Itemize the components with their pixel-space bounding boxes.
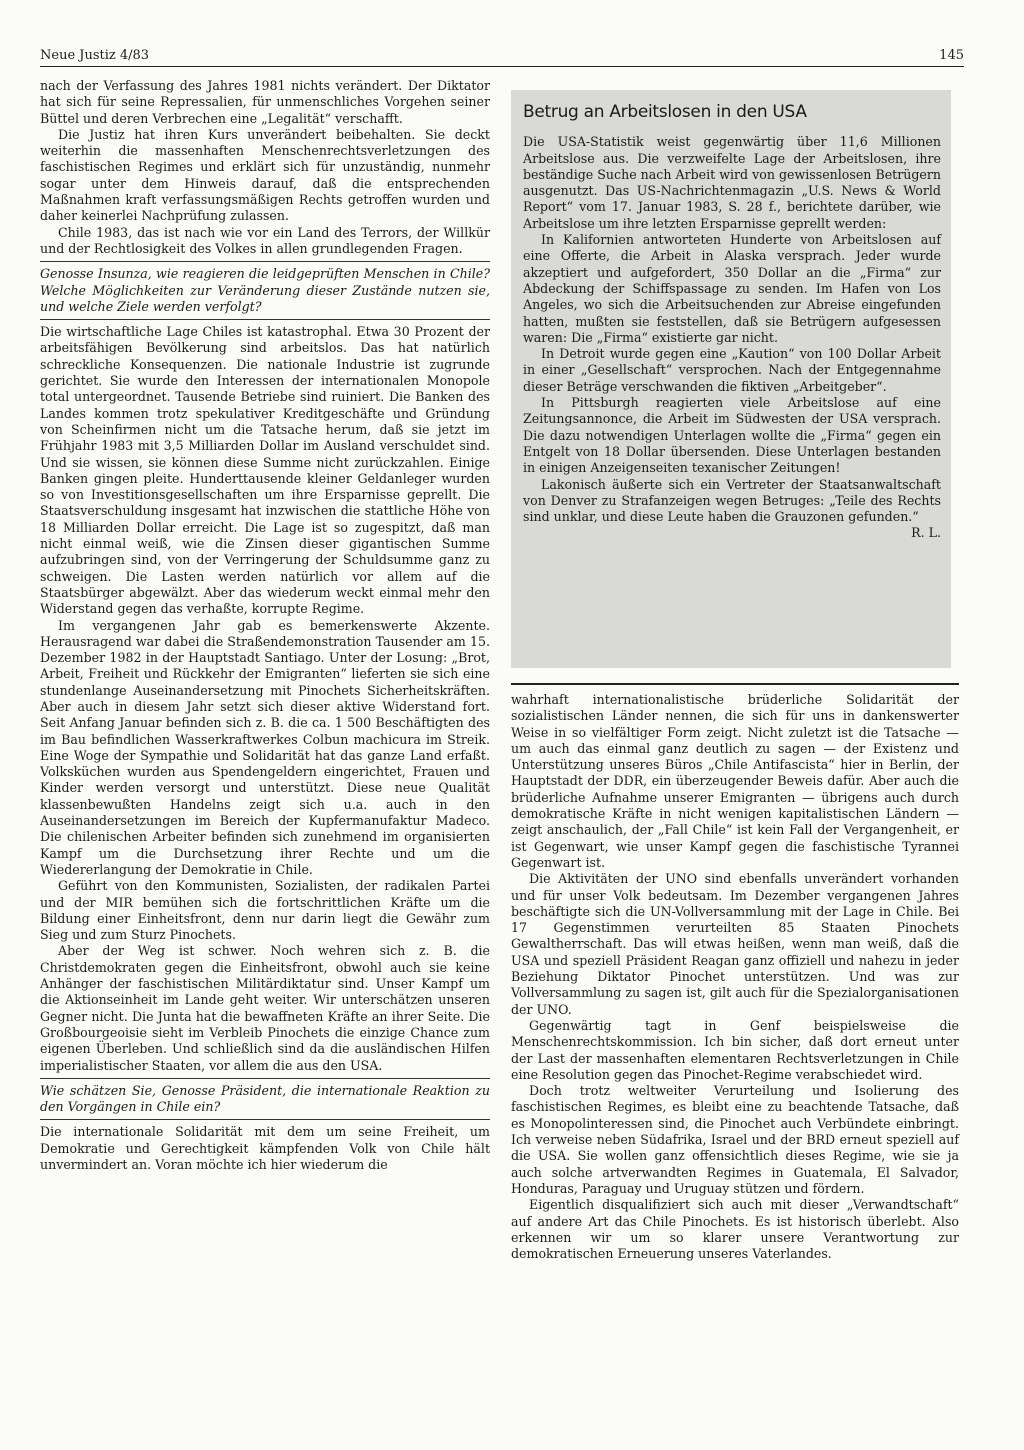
box-paragraph: In Pittsburgh reagierten viele Arbeitslose auf eine Zeitungsannonce, die Arbeit im Südwesten der USA versprach. Die dazu notwendigen Unterlagen wollte die „Firma“ gegen ein Entgelt von 18 Dollar übersenden. Diese Unterlagen bestanden in einigen Anzeigenseiten texanischer Zeitungen! <box>523 395 941 476</box>
box-title: Betrug an Arbeitslosen in den USA <box>523 102 807 122</box>
box-paragraph: In Kalifornien antworteten Hunderte von Arbeitslosen auf eine Offerte, die Arbeit in Alaska versprach. Jeder wurde akzeptiert und aufgefordert, 350 Dollar an die „Firma“ zur Abdeckung der Schiffspassage zu senden. Im Hafen von Los Angeles, wo sich die Arbeitsuchenden zur Abreise eingefunden hatten, mußten sie feststellen, daß sie Betrügern aufgesessen waren: Die „Firma“ existierte gar nicht. <box>523 232 941 345</box>
paragraph: Chile 1983, das ist nach wie vor ein Land des Terrors, der Willkür und der Rechtlosigkeit des Volkes in allen grundlegenden Fragen. <box>40 224 490 256</box>
paragraph: Die Justiz hat ihren Kurs unverändert beibehalten. Sie deckt weiterhin die massenhaften Menschenrechtsverletzungen des faschistischen Regimes und erklärt sich für unzuständig, nunmehr sogar unter dem Hinweis darauf, daß die entsprechenden Maßnahmen kraft verfassungsmäßigen Rechts getroffen wurden und daher keinerlei Nachprüfung zulassen. <box>40 126 490 224</box>
left-column <box>40 78 490 1173</box>
paragraph: Die internationale Solidarität mit dem um seine Freiheit, um Demokratie und Gerechtigkeit kämpfenden Volk von Chile hält unvermindert an. Voran möchte ich hier wiederum die <box>40 1124 490 1172</box>
author-signature: R. L. <box>911 525 941 541</box>
interview-question: Genosse Insunza, wie reagieren die leidgeprüften Menschen in Chile? Welche Möglichkeiten zur Veränderung dieser Zustände nutzen sie, und welche Ziele werden verfolgt? <box>40 266 490 314</box>
right-column <box>511 692 959 1262</box>
paragraph: Eigentlich disqualifiziert sich auch mit dieser „Verwandtschaft“ auf andere Art das Chile Pinochets. Es ist historisch überlebt. Also erkennen wir um so klarer unsere Verantwortung zur demokratischen Erneuerung unseres Vaterlandes. <box>511 1197 959 1262</box>
page-number: 145 <box>939 48 964 63</box>
box-paragraph-text: Lakonisch äußerte sich ein Vertreter der Staatsanwaltschaft von Denver zu Strafanzeigen wegen Betruges: „Teile des Rechts sind unklar, und diese Leute haben die Grauzonen gefunden.“ <box>523 476 941 525</box>
divider <box>40 319 490 320</box>
paragraph: Im vergangenen Jahr gab es bemerkenswerte Akzente. Herausragend war dabei die Straßendemonstration Tausender am 15. Dezember 1982 in der Hauptstadt Santiago. Unter der Losung: „Brot, Arbeit, Freiheit und Rückkehr der Emigranten“ lieferten sie sich eine stundenlange Auseinandersetzung mit Pinochets Sicherheitskräften. Aber auch in diesem Jahr setzt sich dieser aktive Widerstand fort. Seit Anfang Januar befinden sich z. B. die ca. 1 500 Beschäftigten des im Bau befindlichen Wasserkraftwerkes Colbun machicura im Streik. Eine Woge der Sympathie und Solidarität hat das ganze Land erfaßt. Volksküchen wurden aus Spendengeldern eingerichtet, Frauen und Kinder werden versorgt und unterstützt. Diese neue Qualität klassenbewußten Handelns zeigt sich u.a. auch in den Auseinandersetzungen im Bereich der Kupfermanufaktur Madeco. Die chilenischen Arbeiter befinden sich zunehmend im organisierten Kampf um die Durchsetzung ihrer Rechte und um die Wiedererlangung der Demokratie in Chile. <box>40 617 490 877</box>
paragraph: Gegenwärtig tagt in Genf beispielsweise die Menschenrechtskommission. Ich bin sicher, daß dort erneut unter der Last der massenhaften elementaren Rechtsverletzungen in Chile eine Resolution gegen das Pinochet-Regime verabschiedet wird. <box>511 1017 959 1082</box>
divider <box>40 1119 490 1120</box>
box-paragraph: Die USA-Statistik weist gegenwärtig über 11,6 Millionen Arbeitslose aus. Die verzweifelte Lage der Arbeitslosen, ihre beständige Suche nach Arbeit wird von gewissenlosen Betrügern ausgenutzt. Das US-Nachrichtenmagazin „U.S. News & World Report“ vom 17. Januar 1983, S. 28 f., berichtete darüber, wie Arbeitslose um ihre letzten Ersparnisse geprellt werden: <box>523 134 941 231</box>
paragraph: wahrhaft internationalistische brüderliche Solidarität der sozialistischen Länder nennen, die sich für uns in dankenswerter Weise in so vielfältiger Form zeigt. Nicht zuletzt ist die Tatsache — um auch das einmal ganz deutlich zu sagen — der Existenz und Unterstützung unseres Büros „Chile Antifascista“ hier in Berlin, der Hauptstadt der DDR, ein überzeugender Beweis dafür. Aber auch die brüderliche Aufnahme unserer Emigranten — übrigens auch durch demokratische Kräfte in nicht wenigen kapitalistischen Ländern — zeigt anschaulich, der „Fall Chile“ ist kein Fall der Vergangenheit, er ist Gegenwart, wie unser Kampf gegen die faschistische Tyrannei Gegenwart ist. <box>511 692 959 870</box>
journal-title: Neue Justiz 4/83 <box>40 48 150 63</box>
paragraph: Geführt von den Kommunisten, Sozialisten, der radikalen Partei und der MIR bemühen sich die fortschrittlichen Kräfte um die Bildung einer Einheitsfront, denn nur darin liegt die Gewähr zum Sieg und zum Sturz Pinochets. <box>40 878 490 943</box>
paragraph: Aber der Weg ist schwer. Noch wehren sich z. B. die Christdemokraten gegen die Einheitsfront, obwohl auch sie keine Anhänger der faschistischen Militärdiktatur sind. Unser Kampf um die Aktionseinheit im Lande geht weiter. Wir unterschätzen unseren Gegner nicht. Die Junta hat die bewaffneten Kräfte an ihrer Seite. Die Großbourgeoisie sieht im Verbleib Pinochets die einzige Chance zum eigenen Überleben. Und schließlich sind da die ausländischen Hilfen imperialistischer Staaten, vor allem die aus den USA. <box>40 943 490 1073</box>
sidebar-box <box>511 90 951 668</box>
paragraph: Doch trotz weltweiter Verurteilung und Isolierung des faschistischen Regimes, es bleibt eine zu beachtende Tatsache, daß es Monopolinteressen sind, die Pinochet auch Verbündete einbringt. Ich verweise neben Südafrika, Israel und der BRD erneut speziell auf die USA. Sie wollen ganz offensichtlich dieses Regime, wie sie ja auch solche artverwandten Regimes in Guatemala, El Salvador, Honduras, Paraguay und Uruguay stützen und fördern. <box>511 1083 959 1196</box>
paragraph: Die wirtschaftliche Lage Chiles ist katastrophal. Etwa 30 Prozent der arbeitsfähigen Bevölkerung sind arbeitslos. Das hat natürlich schreckliche Konsequenzen. Die nationale Industrie ist zugrunde gerichtet. Sie wurde den Interessen der internationalen Monopole total untergeordnet. Tausende Betriebe sind ruiniert. Die Banken des Landes kommen trotz spekulativer Kreditgeschäfte und Gründung von Scheinfirmen nicht um die Tatsache herum, daß sie jetzt im Frühjahr 1983 mit 3,5 Milliarden Dollar im Ausland verschuldet sind. Und sie wissen, sie können diese Summe nicht zurückzahlen. Einige Banken gingen pleite. Hunderttausende kleiner Geldanleger wurden so von Investitionsgesellschaften um ihre Ersparnisse geprellt. Die Staatsverschuldung insgesamt hat inzwischen die stattliche Höhe von 18 Milliarden Dollar erreicht. Die Lage ist so zugespitzt, daß man nicht einmal weiß, wie die Zinsen dieser gigantischen Summe aufzubringen sind, von der Verringerung der Schuldsumme ganz zu schweigen. Die Lasten werden natürlich vor allem auf die Staatsbürger abgewälzt. Aber das wiederum weckt einmal mehr den Widerstand gegen das verhaßte, korrupte Regime. <box>40 324 490 617</box>
interview-question: Wie schätzen Sie, Genosse Präsident, die internationale Reaktion zu den Vorgängen in Chile ein? <box>40 1082 490 1115</box>
divider <box>40 261 490 262</box>
divider <box>511 683 959 685</box>
paragraph: Die Aktivitäten der UNO sind ebenfalls unverändert vorhanden und für unser Volk bedeutsam. Im Dezember vergangenen Jahres beschäftigte sich die UN-Vollversammlung mit der Lage in Chile. Bei 17 Gegenstimmen verurteilten 85 Staaten Pinochets Gewaltherrschaft. Das will etwas heißen, wenn man weiß, daß die USA und speziell Präsident Reagan ganz offiziell und nahezu in jeder Beziehung Diktator Pinochet unterstützen. Und was zur Vollversammlung zu sagen ist, gilt auch für die Spezialorganisationen der UNO. <box>511 871 959 1017</box>
box-paragraph <box>523 476 941 541</box>
box-paragraph: In Detroit wurde gegen eine „Kaution“ von 100 Dollar Arbeit in einer „Gesellschaft“ versprochen. Nach der Entgegennahme dieser Beträge verschwanden die fiktiven „Arbeitgeber“. <box>523 346 941 394</box>
divider <box>40 1078 490 1079</box>
paragraph: nach der Verfassung des Jahres 1981 nichts verändert. Der Diktator hat sich für seine Repressalien, für unmenschliches Vorgehen seiner Büttel und deren Verbrechen eine „Legalität“ verschafft. <box>40 78 490 126</box>
page-header <box>40 48 964 67</box>
